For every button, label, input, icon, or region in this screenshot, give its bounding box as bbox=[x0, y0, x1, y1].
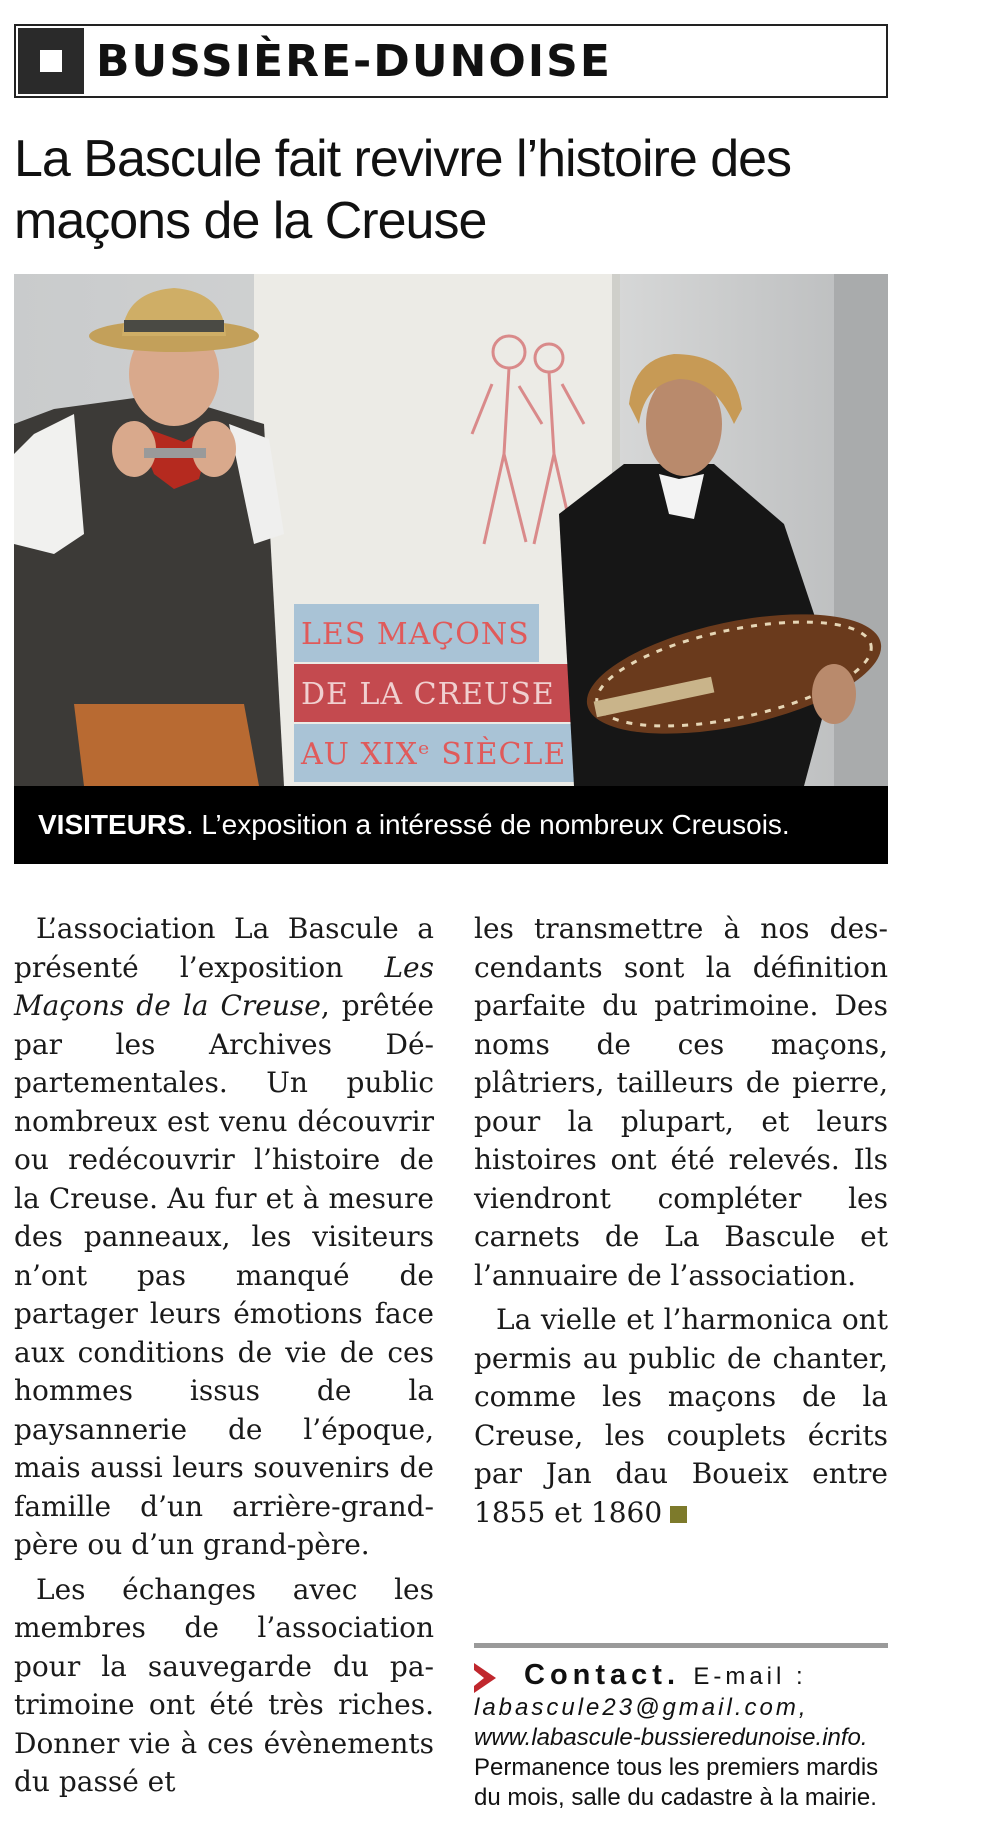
contact-label: Contact. bbox=[524, 1659, 680, 1691]
poster-line-3: AU XIXᵉ SIÈCLE bbox=[301, 737, 567, 772]
headline-line-2: maçons de la Creuse bbox=[14, 192, 487, 250]
article-column-left bbox=[14, 910, 434, 1802]
paragraph-1-start: L’association La Bascule a présenté l’exposition bbox=[14, 912, 434, 984]
section-marker bbox=[18, 28, 84, 94]
paragraph-1-rest: , prêtée par les Archives Départementales. Un public nombreux est venu découvrir ou redécouvrir l’histoire de la Creuse. Au fur et à mesure des panneaux, les visiteurs n’ont pas manqué de partager leurs émotions face aux conditions de vie de ces hommes issus de la paysannerie de l’époque, mais aussi leurs souvenirs de famille d’un arrière-grand-père ou d’un grand-père. bbox=[14, 989, 435, 1561]
caption-label: VISITEURS bbox=[38, 809, 186, 840]
caption-text: . L’exposition a intéressé de nombreux Creusois. bbox=[185, 809, 790, 840]
headline-line-1: La Bascule fait revivre l’histoire des bbox=[14, 130, 792, 188]
section-kicker bbox=[14, 24, 888, 98]
article-column-right bbox=[474, 910, 888, 1532]
arrow-right-icon bbox=[474, 1663, 496, 1693]
poster-line-2: DE LA CREUSE bbox=[301, 677, 555, 712]
paragraph-3 bbox=[474, 1301, 888, 1532]
contact-heading-line bbox=[474, 1660, 888, 1693]
square-icon bbox=[40, 50, 62, 72]
permanence-line-2: du mois, salle du cadastre à la mairie. bbox=[474, 1783, 877, 1811]
permanence-line-1: Permanence tous les premiers mardis bbox=[474, 1753, 879, 1781]
paragraph-3-text: La vielle et l’harmonica ont permis au public de chanter, comme les maçons de la Creuse, les couplets écrits par Jan dau Boueix entre 1855 et 1860 bbox=[474, 1303, 888, 1529]
paragraph-1 bbox=[14, 910, 434, 1565]
section-title: BUSSIÈRE-DUNOISE bbox=[96, 36, 612, 87]
contact-website-link[interactable]: www.labascule-bussieredunoise.info. bbox=[474, 1723, 868, 1751]
email-intro: E-mail : bbox=[693, 1663, 807, 1690]
paragraph-2-continued: les transmettre à nos descendants sont la définition parfaite du patrimoine. Des noms de ces maçons, plâtriers, tailleurs de pierre, pour la plupart, et leurs histoires ont été relevés. Ils viendront compléter les carnets de La Bascule et l’annuaire de l’association. bbox=[474, 912, 888, 1292]
article-headline bbox=[14, 128, 894, 252]
paragraph-2: Les échanges avec les membres de l’association pour la sauvegarde du patrimoine ont été très riches. Donner vie à ces évènements du passé et bbox=[14, 1572, 434, 1798]
contact-email-link[interactable]: labascule23@gmail.com, bbox=[474, 1693, 809, 1721]
article-photo bbox=[14, 274, 888, 786]
photo-caption bbox=[14, 786, 888, 864]
exhibition-title: Les Maçons de la Creuse bbox=[14, 950, 434, 1022]
poster-line-1: LES MAÇONS bbox=[301, 617, 530, 652]
contact-box bbox=[474, 1660, 888, 1813]
end-of-article-mark bbox=[670, 1506, 687, 1523]
contact-divider bbox=[474, 1643, 888, 1648]
